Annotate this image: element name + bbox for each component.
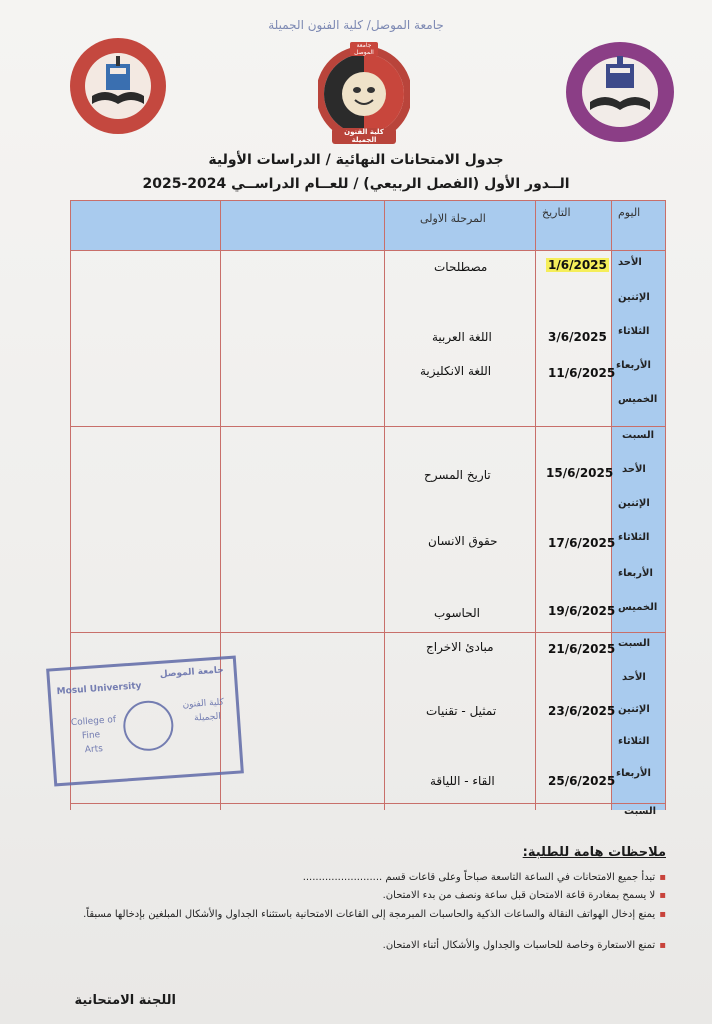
row-date: 11/6/2025 <box>548 366 616 380</box>
row-subject: مصطلحات <box>434 260 488 274</box>
stamp-seal-icon <box>122 699 175 752</box>
row-subject: القاء - اللياقة <box>430 774 495 788</box>
row-day: الأحد <box>622 464 646 475</box>
row-day: الأحد <box>618 257 642 268</box>
stamp-text: Mosul University <box>56 681 142 698</box>
row-day: الإثنين <box>618 292 650 303</box>
document-title: جدول الامتحانات النهائية / الدراسات الأولية <box>208 152 504 168</box>
row-day: السبت <box>618 638 651 649</box>
row-day: الإثنين <box>618 704 650 715</box>
row-day: السبت <box>622 430 655 441</box>
stamp-text: Fine <box>81 730 101 742</box>
stamp-text: كلية الفنون <box>182 697 225 711</box>
row-subject: حقوق الانسان <box>428 534 498 548</box>
row-date: 3/6/2025 <box>548 330 607 344</box>
university-header: جامعة الموصل/ كلية الفنون الجميلة <box>268 18 444 32</box>
table-header-band <box>70 200 666 250</box>
university-logo <box>70 38 166 134</box>
row-subject: الحاسوب <box>434 606 480 620</box>
stamp-text: Arts <box>84 744 104 756</box>
college-logo-label-bottom: كلية الفنون الجميلة <box>332 128 396 144</box>
grid-line <box>665 200 666 810</box>
row-date: 1/6/2025 <box>548 258 607 272</box>
row-day: الخميس <box>618 394 658 405</box>
stamp-text: الجميلة <box>193 711 222 724</box>
header-day: اليوم <box>618 206 641 219</box>
grid-line <box>70 632 666 633</box>
college-logo-label-top: جامعة الموصل <box>354 42 374 56</box>
bullet-icon: ▪ <box>659 890 666 901</box>
bullet-icon: ▪ <box>659 872 666 883</box>
header-date: التاريخ <box>542 206 571 219</box>
grid-line <box>70 200 666 201</box>
row-day: الثلاثاء <box>618 326 650 337</box>
stamp-text: جامعة الموصل <box>159 665 225 680</box>
row-date: 15/6/2025 <box>546 466 614 480</box>
row-subject: تمثيل - تقنيات <box>426 704 497 718</box>
document-subtitle: الــدور الأول (الفصل الربيعي) / للعــام الدراســي 2024-2025 <box>142 176 570 192</box>
note-item: ▪يمنع إدخال الهواتف النقالة والساعات الذكية والحاسبات المبرمجة إلى القاعات الامتحانية باستثناء الجداول والأشكال المبلغين بإدخالها مسبقاً. <box>83 909 666 920</box>
row-day: السبت <box>624 806 657 817</box>
bullet-icon: ▪ <box>659 909 666 920</box>
row-day: الخميس <box>618 602 658 613</box>
grid-line <box>384 200 385 810</box>
stamp-text: College of <box>70 715 117 729</box>
grid-line <box>535 200 536 810</box>
note-item: ▪تمنع الاستعارة وخاصة للحاسبات والجداول والأشكال أثناء الامتحان. <box>382 940 666 951</box>
row-subject: اللغة العربية <box>432 330 492 344</box>
notes-title: ملاحظات هامة للطلبة: <box>522 845 666 860</box>
row-day: الأربعاء <box>616 360 651 371</box>
row-date: 19/6/2025 <box>548 604 616 618</box>
bullet-icon: ▪ <box>659 940 666 951</box>
row-day: الأربعاء <box>618 568 653 579</box>
grid-line <box>70 426 666 427</box>
row-day: الإثنين <box>618 498 650 509</box>
grid-line <box>70 803 666 804</box>
grid-line <box>70 250 666 251</box>
grid-line <box>611 200 612 810</box>
row-day: الثلاثاء <box>618 532 650 543</box>
row-day: الأحد <box>622 672 646 683</box>
note-item: ▪تبدأ جميع الامتحانات في الساعة التاسعة صباحاً وعلى قاعات قسم ......................... <box>302 872 666 883</box>
row-date: 25/6/2025 <box>548 774 616 788</box>
row-date: 21/6/2025 <box>548 642 616 656</box>
college-seal <box>566 42 674 142</box>
exam-committee-signature: اللجنة الامتحانية <box>74 993 176 1008</box>
college-logo <box>318 38 410 146</box>
row-day: الأربعاء <box>616 768 651 779</box>
header-stage-one: المرحلة الاولى <box>420 212 486 225</box>
row-subject: اللغة الانكليزية <box>420 364 492 378</box>
row-date: 17/6/2025 <box>548 536 616 550</box>
college-stamp <box>46 656 244 787</box>
note-item: ▪لا يسمح بمغادرة قاعة الامتحان قبل ساعة ونصف من بدء الامتحان. <box>382 890 666 901</box>
row-subject: تاريخ المسرح <box>424 468 491 482</box>
row-subject: مبادئ الاخراج <box>426 640 494 654</box>
row-day: الثلاثاء <box>618 736 650 747</box>
row-date: 23/6/2025 <box>548 704 616 718</box>
